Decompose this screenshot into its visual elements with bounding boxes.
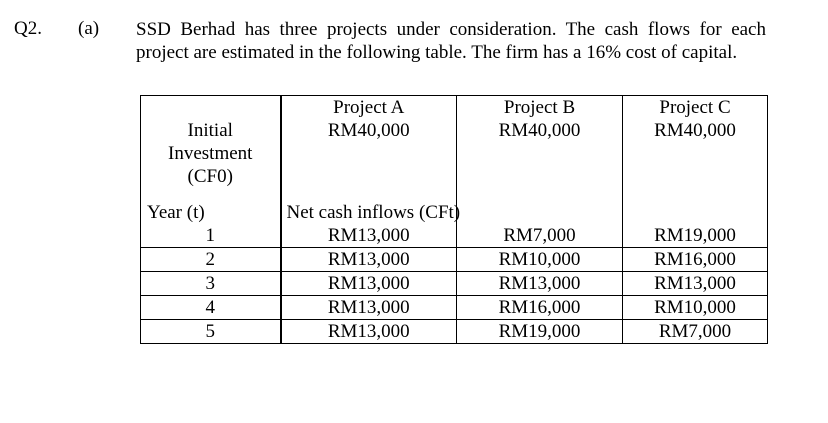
project-c-value: RM16,000 (623, 248, 768, 272)
question-number: Q2. (14, 18, 42, 39)
project-a-cell (281, 201, 461, 248)
project-a-value: RM13,000 (327, 225, 410, 246)
project-c-value: RM13,000 (623, 272, 768, 296)
table-row (141, 296, 768, 320)
project-a-value: RM13,000 (281, 320, 457, 344)
project-b-value: RM7,000 (503, 225, 576, 246)
initial-investment-label (141, 96, 281, 202)
year-value: 5 (141, 320, 281, 344)
table-row (141, 272, 768, 296)
project-b-initial: RM40,000 (498, 120, 581, 141)
cash-flow-table (140, 95, 768, 344)
project-b-name: Project B (503, 97, 576, 118)
question-text: SSD Berhad has three projects under consideration. The cash flows for each project are estimated in the following table. The firm has a 16% cost of capital. (136, 19, 766, 63)
project-a-name: Project A (333, 97, 405, 118)
project-b-value: RM13,000 (457, 272, 623, 296)
table-row (141, 248, 768, 272)
project-a-value: RM13,000 (281, 248, 457, 272)
year-value: 4 (141, 296, 281, 320)
project-c-value: RM7,000 (623, 320, 768, 344)
project-c-initial: RM40,000 (654, 120, 736, 141)
initial-label-line-2: Investment (168, 143, 253, 164)
project-c-name: Project C (659, 97, 731, 118)
project-b-header (457, 96, 623, 202)
project-a-value: RM13,000 (281, 296, 457, 320)
project-b-cell (457, 201, 623, 248)
table-row (141, 320, 768, 344)
year-value: 1 (205, 225, 215, 246)
project-a-header (281, 96, 457, 202)
initial-label-line-3: (CF0) (187, 166, 233, 187)
year-value: 3 (141, 272, 281, 296)
project-b-value: RM19,000 (457, 320, 623, 344)
project-b-value: RM16,000 (457, 296, 623, 320)
project-c-cell (623, 201, 768, 248)
header-row (141, 96, 768, 202)
year-cell (141, 201, 281, 248)
project-c-value: RM10,000 (623, 296, 768, 320)
project-a-initial: RM40,000 (327, 120, 410, 141)
table-row (141, 201, 768, 248)
project-c-header (623, 96, 768, 202)
year-label: Year (t) (147, 202, 205, 223)
question-part: (a) (78, 18, 100, 39)
net-cash-inflows-label: Net cash inflows (CFt) (286, 202, 461, 223)
project-a-value: RM13,000 (281, 272, 457, 296)
project-b-value: RM10,000 (457, 248, 623, 272)
initial-label-line-1: Initial (187, 120, 233, 141)
project-c-value: RM19,000 (654, 225, 736, 246)
year-value: 2 (141, 248, 281, 272)
